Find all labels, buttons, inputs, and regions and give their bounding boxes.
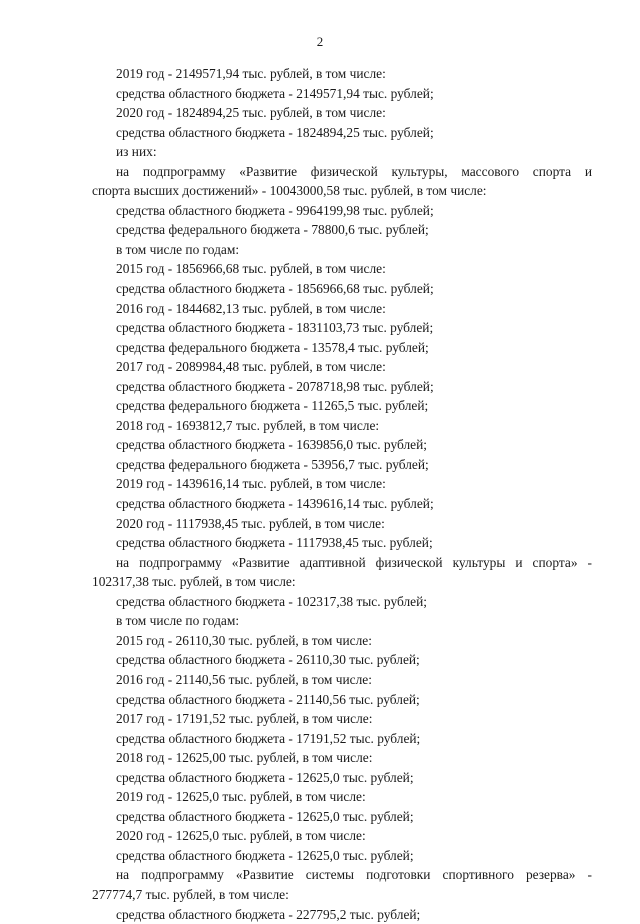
document-line: в том числе по годам: (116, 613, 240, 629)
document-line: средства областного бюджета - 26110,30 тыс. рублей; (116, 652, 420, 668)
document-line: 2019 год - 1439616,14 тыс. рублей, в том числе: (116, 476, 386, 492)
document-line: 2015 год - 1856966,68 тыс. рублей, в том числе: (116, 261, 386, 277)
document-line: средства федерального бюджета - 13578,4 тыс. рублей; (116, 339, 429, 355)
document-line: 2018 год - 1693812,7 тыс. рублей, в том числе: (116, 417, 380, 433)
document-line: спорта высших достижений» - 10043000,58 тыс. рублей, в том числе: (92, 183, 487, 199)
page-number: 2 (316, 34, 324, 49)
document-line: средства федерального бюджета - 11265,5 тыс. рублей; (116, 398, 429, 414)
document-line: 2020 год - 1824894,25 тыс. рублей, в том числе: (116, 105, 386, 121)
document-line: 2019 год - 2149571,94 тыс. рублей, в том числе: (116, 66, 386, 81)
document-line: средства областного бюджета - 12625,0 тыс. рублей; (116, 769, 414, 785)
document-line: 2016 год - 1844682,13 тыс. рублей, в том числе: (116, 300, 386, 316)
document-line: 2019 год - 12625,0 тыс. рублей, в том числе: (116, 789, 366, 805)
document-line: средства областного бюджета - 1824894,25 тыс. рублей; (116, 124, 434, 140)
document-line: 2018 год - 12625,00 тыс. рублей, в том числе: (116, 750, 373, 766)
document-line: 2017 год - 17191,52 тыс. рублей, в том числе: (116, 711, 373, 727)
document-line: на подпрограмму «Развитие физической культуры, массового спорта и (116, 163, 592, 179)
document-line: на подпрограмму «Развитие адаптивной физической культуры и спорта» - (116, 554, 592, 570)
document-line: средства федерального бюджета - 53956,7 тыс. рублей; (116, 456, 429, 472)
document-line: средства областного бюджета - 12625,0 тыс. рублей; (116, 847, 414, 863)
document-line: в том числе по годам: (116, 241, 240, 257)
document-line: средства областного бюджета - 2078718,98 тыс. рублей; (116, 378, 434, 394)
document-line: средства областного бюджета - 1856966,68 тыс. рублей; (116, 281, 434, 297)
document-line: средства областного бюджета - 1831103,73 тыс. рублей; (116, 320, 434, 336)
document-body (92, 64, 592, 924)
document-line: 2020 год - 12625,0 тыс. рублей, в том числе: (116, 828, 366, 844)
document-line: средства областного бюджета - 1117938,45 тыс. рублей; (116, 535, 433, 551)
document-line: 2016 год - 21140,56 тыс. рублей, в том числе: (116, 671, 372, 687)
document-line: средства федерального бюджета - 78800,6 тыс. рублей; (116, 222, 429, 238)
document-line: 277774,7 тыс. рублей, в том числе: (92, 886, 289, 902)
document-line: из них: (116, 144, 157, 160)
document-line: 2020 год - 1117938,45 тыс. рублей, в том числе: (116, 515, 385, 531)
document-line: средства областного бюджета - 9964199,98 тыс. рублей; (116, 202, 434, 218)
document-line: средства областного бюджета - 2149571,94 тыс. рублей; (116, 85, 434, 101)
document-line: средства областного бюджета - 1439616,14 тыс. рублей; (116, 496, 434, 512)
document-line: средства областного бюджета - 1639856,0 тыс. рублей; (116, 437, 427, 453)
document-line: средства областного бюджета - 17191,52 тыс. рублей; (116, 730, 421, 746)
document-line: средства областного бюджета - 12625,0 тыс. рублей; (116, 808, 414, 824)
document-line: на подпрограмму «Развитие системы подготовки спортивного резерва» - (116, 867, 592, 883)
document-line: средства областного бюджета - 227795,2 тыс. рублей; (116, 906, 421, 922)
document-line: 102317,38 тыс. рублей, в том числе: (92, 574, 296, 590)
document-line: 2015 год - 26110,30 тыс. рублей, в том числе: (116, 632, 372, 648)
document-line: 2017 год - 2089984,48 тыс. рублей, в том числе: (116, 359, 386, 375)
document-line: средства областного бюджета - 102317,38 тыс. рублей; (116, 593, 427, 609)
document-line: средства областного бюджета - 21140,56 тыс. рублей; (116, 691, 420, 707)
